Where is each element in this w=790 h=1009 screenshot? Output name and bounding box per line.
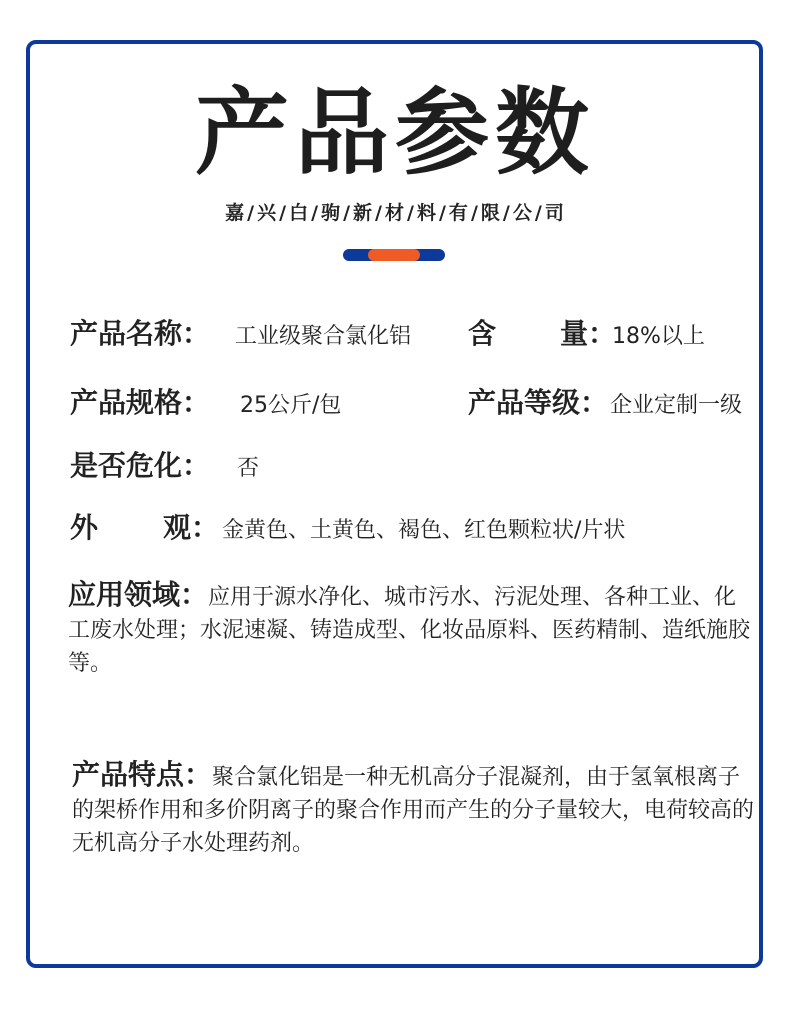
application-label: 应用领域： — [68, 578, 209, 611]
features-text: 聚合氯化铝是一种无机高分子混凝剂，由于氢氧根离子的架桥作用和多价阴离子的聚合作用而产生的分子量较大，电荷较高的无机高分子水处理药剂。 — [72, 765, 755, 856]
decorative-divider — [343, 249, 445, 261]
company-separator: / — [534, 202, 543, 224]
company-name — [0, 198, 790, 225]
product-name-label: 产品名称： — [70, 317, 211, 350]
features-paragraph — [72, 758, 754, 860]
company-separator: / — [279, 202, 288, 224]
company-separator: / — [438, 202, 447, 224]
product-grade-value: 企业定制一级 — [610, 393, 743, 418]
company-separator: / — [470, 202, 479, 224]
company-char: 公 — [512, 202, 533, 224]
company-separator: / — [311, 202, 320, 224]
company-char: 新 — [353, 202, 374, 224]
appearance-value: 金黄色、土黄色、褐色、红色颗粒状/片状 — [222, 518, 626, 543]
content-label-second: 量： — [560, 317, 617, 350]
company-char: 有 — [448, 202, 469, 224]
company-separator: / — [407, 202, 415, 224]
company-separator: / — [502, 202, 511, 224]
company-char: 白 — [289, 202, 310, 224]
content-label-first: 含 — [468, 317, 497, 350]
appearance-label-second: 观： — [163, 511, 220, 544]
divider-accent — [368, 249, 420, 261]
company-char: 嘉 — [225, 202, 246, 224]
features-label: 产品特点： — [72, 758, 213, 791]
content-value: 18%以上 — [612, 324, 705, 349]
company-char: 司 — [544, 202, 565, 224]
product-grade-label: 产品等级： — [468, 386, 609, 419]
product-name-value: 工业级聚合氯化铝 — [235, 324, 412, 349]
company-separator: / — [375, 202, 383, 224]
company-char: 料 — [416, 202, 437, 224]
product-spec-value: 25公斤/包 — [240, 393, 342, 418]
hazard-value: 否 — [237, 456, 260, 481]
company-char: 限 — [480, 202, 501, 224]
appearance-label-first: 外 — [70, 511, 99, 544]
hazard-label: 是否危化： — [70, 449, 211, 482]
company-char: 材 — [384, 202, 405, 224]
application-paragraph — [68, 578, 758, 680]
product-spec-label: 产品规格： — [70, 386, 211, 419]
application-text: 应用于源水净化、城市污水、污泥处理、各种工业、化工废水处理；水泥速凝、铸造成型、化妆品原料、医药精制、造纸施胶等。 — [68, 585, 751, 676]
company-char: 兴 — [257, 202, 278, 224]
company-char: 驹 — [321, 202, 342, 224]
company-separator: / — [343, 202, 352, 224]
page-title: 产品参数 — [194, 79, 595, 188]
company-separator: / — [247, 202, 256, 224]
